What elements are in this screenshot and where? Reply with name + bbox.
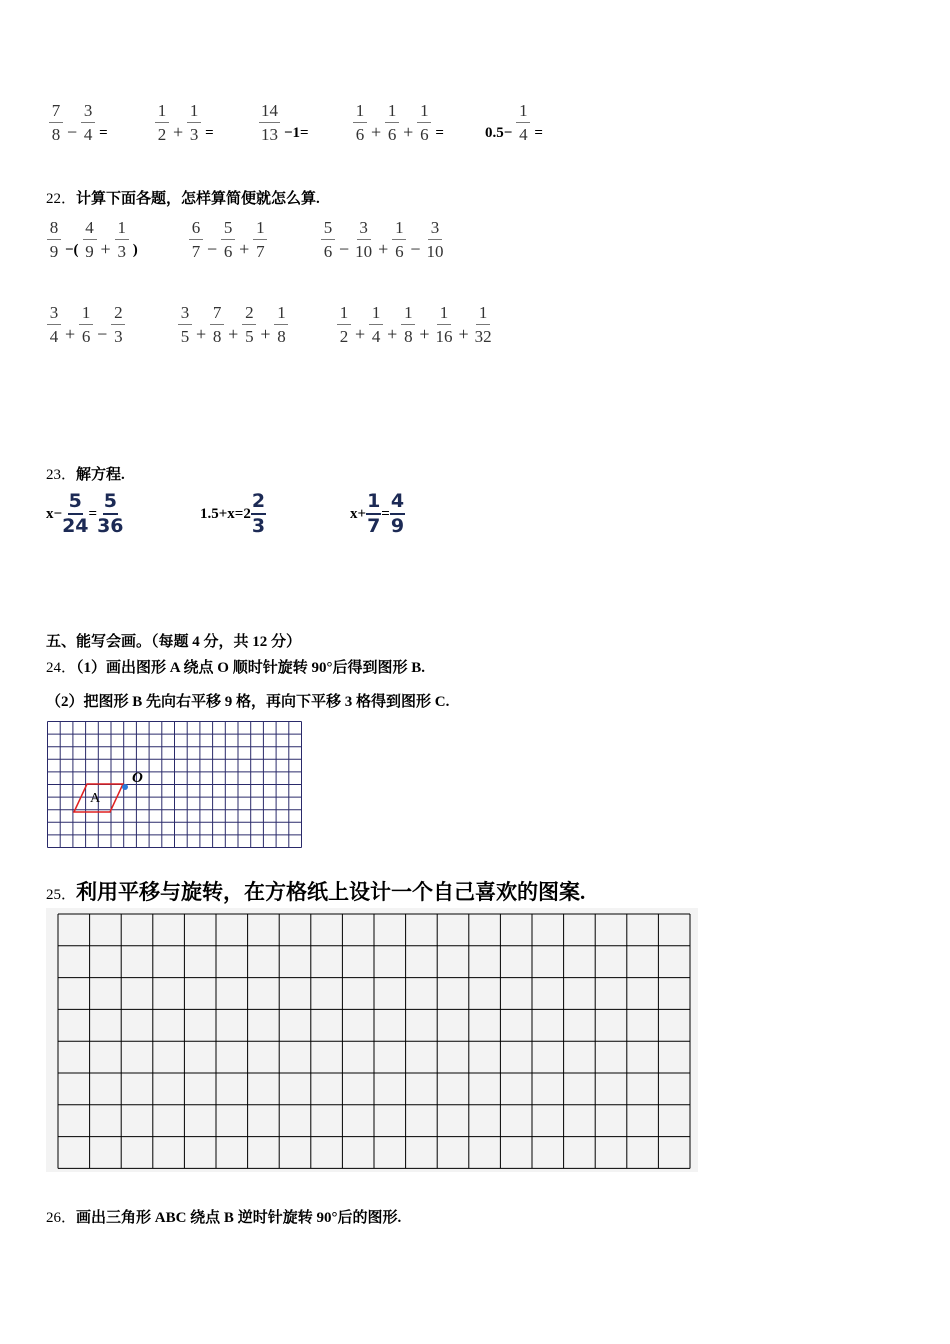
fraction: $\frac{1}{4}$ [516, 102, 530, 143]
fraction: $\frac{3}{4}$ [81, 102, 95, 143]
fraction: $\frac{1}{3}$ [187, 102, 201, 143]
equation-2: 1.5+x=2 2 3 [200, 490, 266, 537]
q22-expr-4: $\frac{3}{4}$ + $\frac{1}{6}$ − $\frac{2}{3}$ [46, 304, 126, 345]
section-title: 五、能写会画。（每题 4 分，共 12 分） [46, 634, 302, 650]
fraction: $\frac{1}{6}$ [417, 102, 431, 143]
q21-expr-2: $\frac{1}{2}$ + $\frac{1}{3}$ = [154, 102, 217, 143]
equation-1: x− $\frac{5}{24}$ = $\frac{5}{36}$ [46, 490, 124, 537]
q22-expr-1: $\frac{8}{9}$ −( $\frac{4}{9}$ + $\frac{1}{3}$ ) [46, 219, 141, 260]
fraction: $\frac{7}{8}$ [49, 102, 63, 143]
fraction: $\frac{14}{13}$ [261, 101, 278, 144]
q21-expr-3: $\frac{14}{13}$ −1= [261, 101, 309, 144]
q25-grid [46, 908, 698, 1172]
q25-heading: 25．利用平移与旋转，在方格纸上设计一个自己喜欢的图案. [46, 880, 586, 904]
q22-heading: 22．计算下面各题，怎样算简便就怎么算. [46, 191, 320, 207]
q24-grid [46, 720, 304, 851]
q23-heading: 23．解方程. [46, 467, 125, 483]
label-o: O [132, 770, 143, 786]
equation-3: x+ $\frac{1}{7}$ = $\frac{4}{9}$ [350, 490, 405, 537]
fraction: $\frac{1}{6}$ [353, 102, 367, 143]
q26-heading: 26．画出三角形 ABC 绕点 B 逆时针旋转 90°后的图形. [46, 1210, 402, 1226]
fraction: $\frac{1}{2}$ [155, 102, 169, 143]
q21-expr-4: $\frac{1}{6}$ + $\frac{1}{6}$ + $\frac{1}{6}$ = [352, 102, 447, 143]
fraction: $\frac{1}{6}$ [385, 102, 399, 143]
q21-expr-1: $\frac{7}{8}$ − $\frac{3}{4}$ = [48, 102, 111, 143]
q22-expr-3: $\frac{5}{6}$ − $\frac{3}{10}$ + $\frac{1}{6}$ − $\frac{3}{10}$ [320, 219, 446, 260]
label-a: A [90, 791, 101, 806]
q22-expr-2: $\frac{6}{7}$ − $\frac{5}{6}$ + $\frac{1}{7}$ [188, 219, 268, 260]
point-o [122, 784, 128, 790]
q21-expr-5: 0.5− $\frac{1}{4}$ = [485, 101, 543, 144]
q24-line-2: （2）把图形 B 先向右平移 9 格，再向下平移 3 格得到图形 C. [46, 694, 450, 710]
q22-expr-5: $\frac{3}{5}$ + $\frac{7}{8}$ + $\frac{2}{5}$ + $\frac{1}{8}$ [177, 304, 289, 345]
q24-line-1: 24．（1）画出图形 A 绕点 O 顺时针旋转 90°后得到图形 B. [46, 660, 425, 676]
q22-expr-6: $\frac{1}{2}$ + $\frac{1}{4}$ + $\frac{1}{8}$ + $\frac{1}{16}$ + $\frac{1}{32}$ [336, 304, 495, 345]
